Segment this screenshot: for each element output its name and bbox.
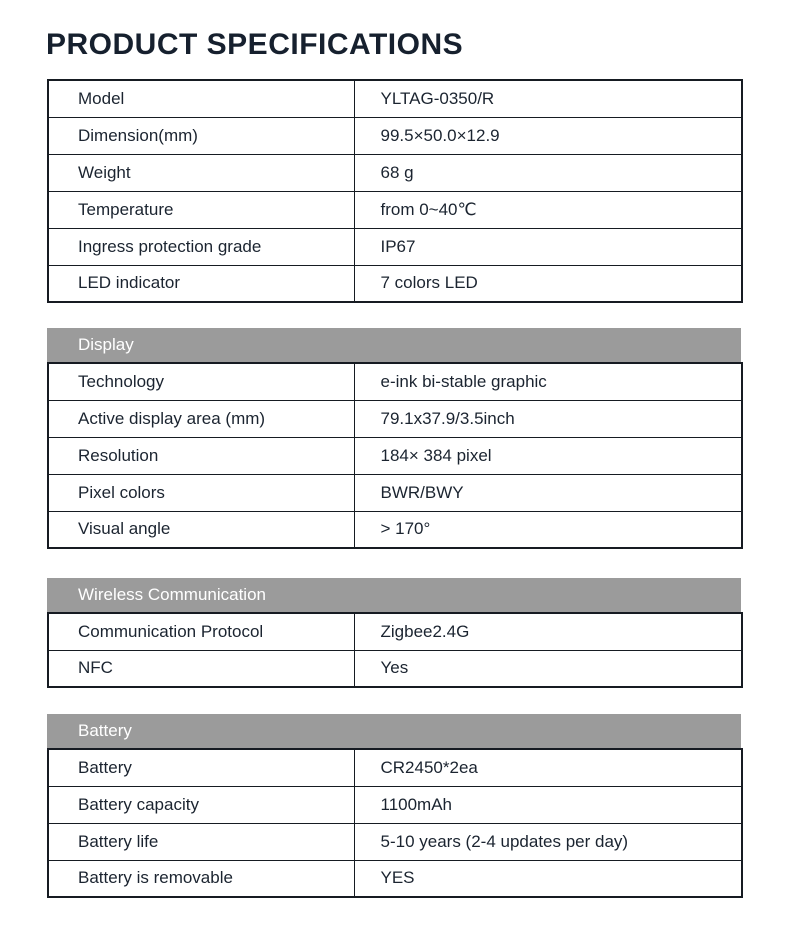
spec-label: Technology [48,363,354,400]
spec-label: Model [48,80,354,117]
table-row [48,400,742,437]
section-header-wireless: Wireless Communication [47,578,741,612]
battery-specs-table [47,748,743,898]
spec-value: 79.1x37.9/3.5inch [354,400,742,437]
table-row [48,474,742,511]
spec-value: Yes [354,650,742,687]
general-specs-section [47,79,741,303]
spec-value: 184× 384 pixel [354,437,742,474]
table-row [48,749,742,786]
spec-value: YLTAG-0350/R [354,80,742,117]
wireless-specs-table [47,612,743,688]
spec-label: Temperature [48,191,354,228]
table-row [48,860,742,897]
spec-label: NFC [48,650,354,687]
table-row [48,228,742,265]
battery-section [47,714,741,898]
table-row [48,511,742,548]
spec-label: Communication Protocol [48,613,354,650]
spec-value: 1100mAh [354,786,742,823]
page-title: PRODUCT SPECIFICATIONS [46,28,464,61]
spec-value: YES [354,860,742,897]
spec-label: Battery is removable [48,860,354,897]
table-row [48,437,742,474]
spec-value: e-ink bi-stable graphic [354,363,742,400]
table-row [48,786,742,823]
table-row [48,823,742,860]
table-row [48,650,742,687]
spec-label: LED indicator [48,265,354,302]
table-row [48,80,742,117]
spec-value: 99.5×50.0×12.9 [354,117,742,154]
spec-label: Dimension(mm) [48,117,354,154]
spec-label: Battery [48,749,354,786]
spec-value: Zigbee2.4G [354,613,742,650]
general-specs-table [47,79,743,303]
section-header-display: Display [47,328,741,362]
spec-value: > 170° [354,511,742,548]
table-row [48,363,742,400]
spec-value: BWR/BWY [354,474,742,511]
spec-label: Ingress protection grade [48,228,354,265]
spec-label: Battery capacity [48,786,354,823]
spec-label: Visual angle [48,511,354,548]
table-row [48,265,742,302]
spec-value: 7 colors LED [354,265,742,302]
display-specs-table [47,362,743,549]
spec-label: Resolution [48,437,354,474]
spec-label: Battery life [48,823,354,860]
display-section [47,328,741,549]
spec-label: Pixel colors [48,474,354,511]
spec-value: 5-10 years (2-4 updates per day) [354,823,742,860]
section-header-battery: Battery [47,714,741,748]
spec-label: Active display area (mm) [48,400,354,437]
table-row [48,613,742,650]
table-row [48,154,742,191]
spec-value: IP67 [354,228,742,265]
table-row [48,191,742,228]
spec-value: CR2450*2ea [354,749,742,786]
table-row [48,117,742,154]
spec-value: from 0~40℃ [354,191,742,228]
spec-value: 68 g [354,154,742,191]
spec-label: Weight [48,154,354,191]
wireless-section [47,578,741,688]
